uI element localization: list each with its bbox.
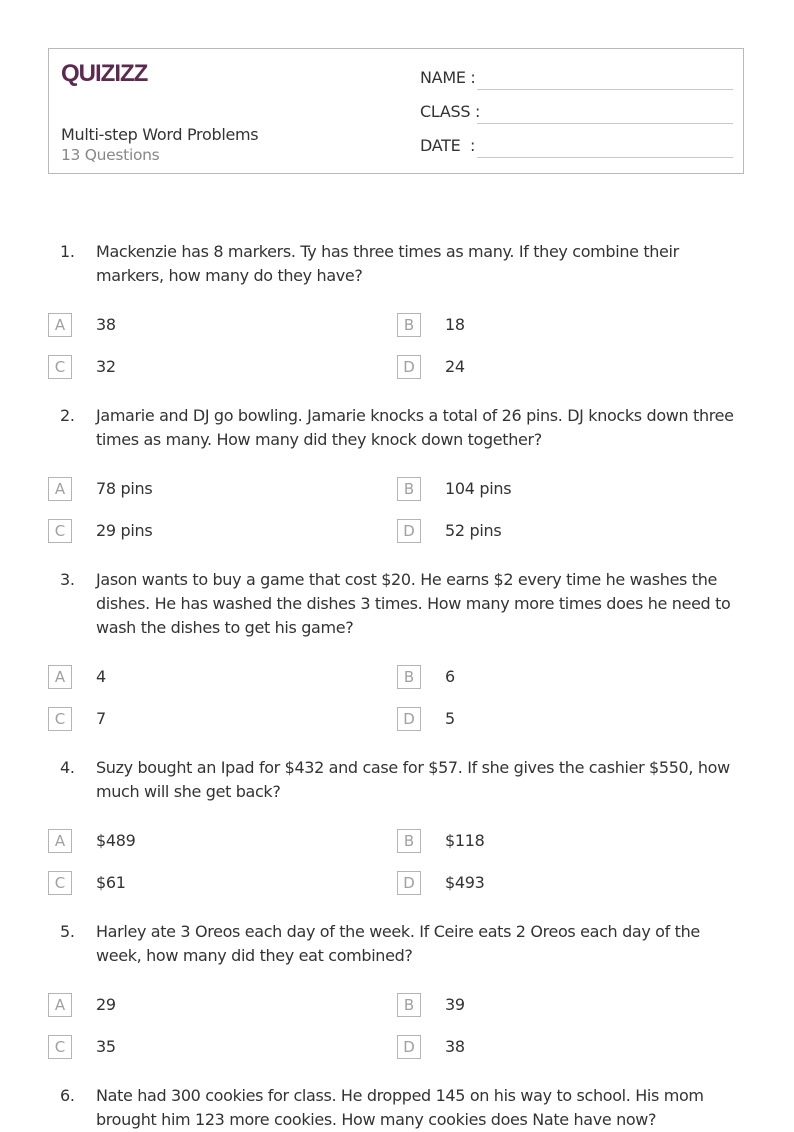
logo-text: QUIZIZZ	[61, 60, 148, 87]
option-c-box[interactable]: C	[48, 519, 72, 543]
option-a-text: 38	[96, 315, 116, 334]
option-c-box[interactable]: C	[48, 707, 72, 731]
option-b-box[interactable]: B	[397, 313, 421, 337]
name-line[interactable]	[477, 89, 733, 90]
question-number: 4.	[60, 758, 75, 777]
class-label: CLASS :	[420, 102, 481, 121]
date-line[interactable]	[477, 157, 733, 158]
question-number: 1.	[60, 242, 75, 261]
question-text: Nate had 300 cookies for class. He dropped 145 on his way to school. His mom brought him 123 more cookies. How many cookies does Nate have now?	[96, 1086, 704, 1129]
class-line[interactable]	[477, 123, 733, 124]
option-d-box[interactable]: D	[397, 707, 421, 731]
option-d-text: $493	[445, 873, 485, 892]
question-text: Harley ate 3 Oreos each day of the week. If Ceire eats 2 Oreos each day of the week, how many did they eat combined?	[96, 922, 700, 965]
option-d-box[interactable]: D	[397, 871, 421, 895]
question-text: Jamarie and DJ go bowling. Jamarie knocks a total of 26 pins. DJ knocks down three times as many. How many did they knock down together?	[96, 406, 734, 449]
option-a-text: 78 pins	[96, 479, 153, 498]
option-a-box[interactable]: A	[48, 477, 72, 501]
option-b-text: 18	[445, 315, 465, 334]
option-a-text: 4	[96, 667, 106, 686]
option-d-text: 24	[445, 357, 465, 376]
quizizz-logo-mark	[61, 59, 151, 87]
worksheet-header	[48, 48, 744, 174]
question-number: 3.	[60, 570, 75, 589]
option-b-box[interactable]: B	[397, 665, 421, 689]
option-b-text: 6	[445, 667, 455, 686]
option-d-box[interactable]: D	[397, 519, 421, 543]
option-a-box[interactable]: A	[48, 829, 72, 853]
option-a-text: 29	[96, 995, 116, 1014]
option-c-text: 32	[96, 357, 116, 376]
option-b-text: $118	[445, 831, 485, 850]
quizizz-logo	[61, 59, 151, 91]
option-b-box[interactable]: B	[397, 829, 421, 853]
date-label: DATE :	[420, 136, 476, 155]
name-label: NAME :	[420, 68, 476, 87]
option-c-box[interactable]: C	[48, 871, 72, 895]
option-c-text: 7	[96, 709, 106, 728]
option-c-text: 35	[96, 1037, 116, 1056]
option-d-box[interactable]: D	[397, 355, 421, 379]
option-c-text: $61	[96, 873, 126, 892]
option-d-text: 5	[445, 709, 455, 728]
option-d-text: 38	[445, 1037, 465, 1056]
option-b-box[interactable]: B	[397, 993, 421, 1017]
option-d-box[interactable]: D	[397, 1035, 421, 1059]
option-a-text: $489	[96, 831, 136, 850]
worksheet-title: Multi-step Word Problems	[61, 125, 259, 144]
question-number: 2.	[60, 406, 75, 425]
option-b-box[interactable]: B	[397, 477, 421, 501]
question-text: Jason wants to buy a game that cost $20. He earns $2 every time he washes the dishes. He has washed the dishes 3 times. How many more times does he need to wash the dishes to get his game?	[96, 570, 731, 637]
option-c-box[interactable]: C	[48, 1035, 72, 1059]
question-text: Mackenzie has 8 markers. Ty has three times as many. If they combine their markers, how many do they have?	[96, 242, 679, 285]
option-c-text: 29 pins	[96, 521, 153, 540]
option-a-box[interactable]: A	[48, 665, 72, 689]
question-text: Suzy bought an Ipad for $432 and case for $57. If she gives the cashier $550, how much will she get back?	[96, 758, 730, 801]
option-b-text: 104 pins	[445, 479, 512, 498]
option-a-box[interactable]: A	[48, 313, 72, 337]
question-number: 6.	[60, 1086, 75, 1105]
question-count: 13 Questions	[61, 146, 160, 164]
option-a-box[interactable]: A	[48, 993, 72, 1017]
option-d-text: 52 pins	[445, 521, 502, 540]
option-b-text: 39	[445, 995, 465, 1014]
question-number: 5.	[60, 922, 75, 941]
option-c-box[interactable]: C	[48, 355, 72, 379]
